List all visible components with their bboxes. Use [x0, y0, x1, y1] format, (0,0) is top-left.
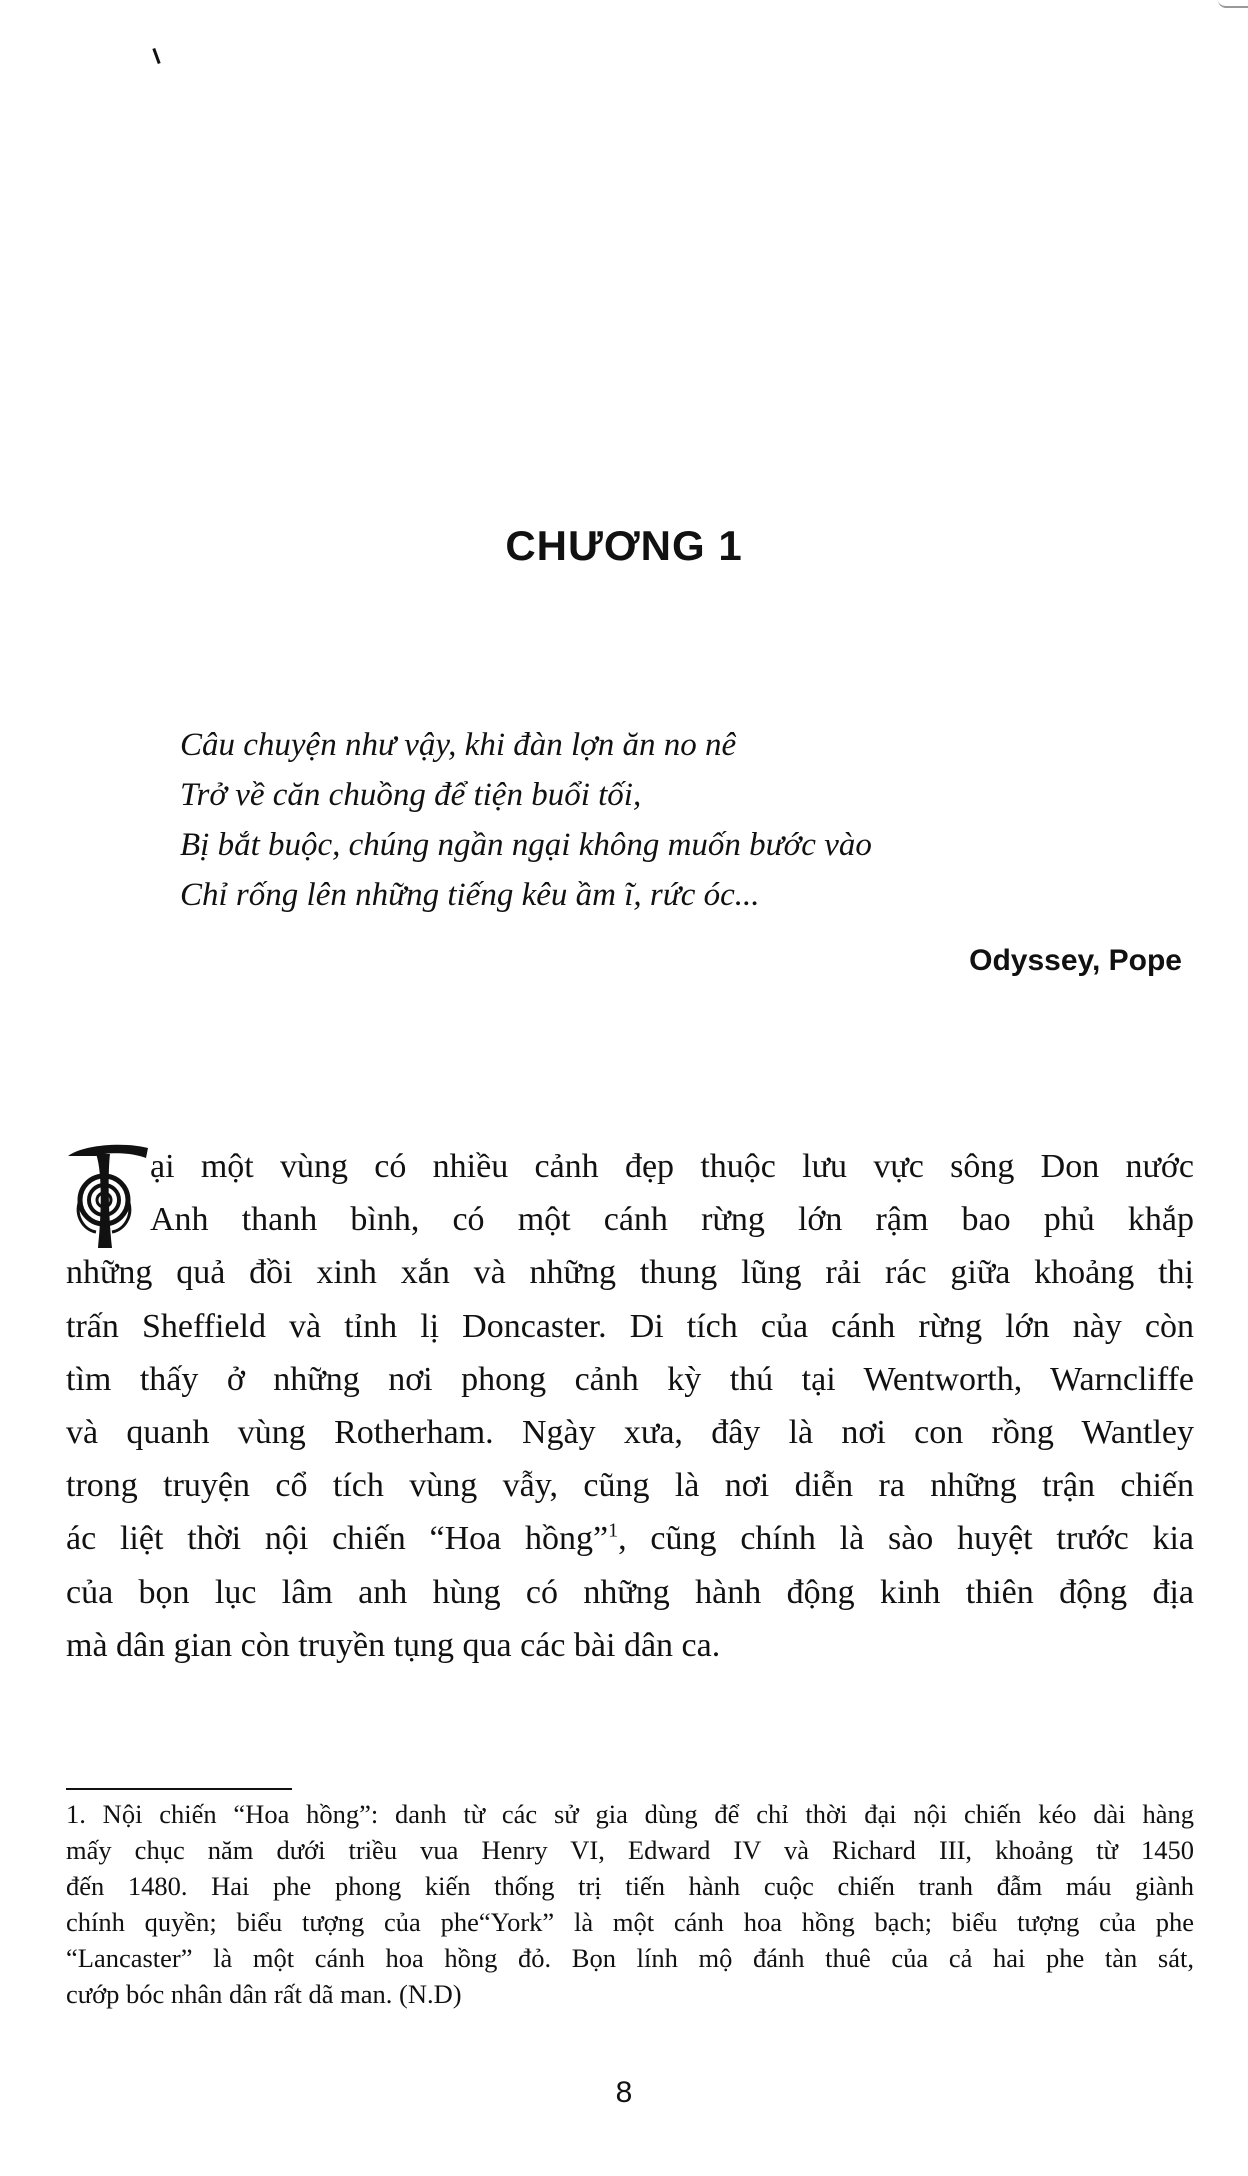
body-line: những quả đồi xinh xắn và những thung lũng rải rác giữa khoảng thị: [66, 1254, 1194, 1292]
footnote-line: đến 1480. Hai phe phong kiến thống trị tiến hành cuộc chiến tranh đẫm máu giành: [66, 1871, 1194, 1901]
footnote-line: 1. Nội chiến “Hoa hồng”: danh từ các sử gia dùng để chỉ thời đại nội chiến kéo dài hàng: [66, 1799, 1194, 1829]
stray-ink-mark: [152, 48, 160, 64]
epigraph-line: Bị bắt buộc, chúng ngần ngại không muốn bước vào: [180, 827, 872, 863]
body-line: ại một vùng có nhiều cảnh đẹp thuộc lưu vực sông Don nước: [150, 1148, 1194, 1185]
body-paragraph: [66, 1140, 1194, 1672]
epigraph-line: Trở về căn chuồng để tiện buổi tối,: [180, 777, 642, 813]
chapter-title: CHƯƠNG 1: [505, 522, 743, 569]
drop-cap-letter: T: [66, 1140, 67, 1141]
body-line-part: , cũng chính là sào huyệt trước kia: [618, 1520, 1195, 1558]
footnote-line: chính quyền; biểu tượng của phe“York” là một cánh hoa hồng bạch; biểu tượng của phe: [66, 1907, 1194, 1937]
body-line: và quanh vùng Rotherham. Ngày xưa, đây là nơi con rồng Wantley: [66, 1413, 1194, 1451]
body-line: trấn Sheffield và tỉnh lị Doncaster. Di tích của cánh rừng lớn này còn: [66, 1307, 1194, 1345]
footnote-divider: [66, 1788, 292, 1790]
footnote-reference: 1: [608, 1519, 619, 1542]
footnote-line: “Lancaster” là một cánh hoa hồng đỏ. Bọn lính mộ đánh thuê của cả hai phe tàn sát,: [66, 1943, 1194, 1973]
footnote-line: mấy chục năm dưới triều vua Henry VI, Edward IV và Richard III, khoảng từ 1450: [66, 1835, 1194, 1865]
epigraph-line: Câu chuyện như vậy, khi đàn lợn ăn no nê: [180, 727, 737, 763]
epigraph: [180, 720, 1080, 920]
page-number: 8: [615, 2076, 633, 2109]
footnote-line: cướp bóc nhân dân rất dã man. (N.D): [66, 1979, 462, 2009]
epigraph-line: Chỉ rống lên những tiếng kêu ầm ĩ, rức óc...: [180, 877, 760, 913]
body-line: của bọn lục lâm anh hùng có những hành động kinh thiên động địa: [66, 1573, 1194, 1611]
epigraph-attribution: Odyssey, Pope: [969, 944, 1182, 977]
footnote: [66, 1796, 1194, 2012]
body-line: trong truyện cổ tích vùng vẫy, cũng là nơi diễn ra những trận chiến: [66, 1467, 1194, 1505]
body-line-part: ác liệt thời nội chiến “Hoa hồng”: [66, 1520, 609, 1558]
body-line-with-footnote-ref: [66, 1512, 1194, 1565]
page-corner-curl: [1218, 0, 1248, 8]
body-line: Anh thanh bình, có một cánh rừng lớn rậm bao phủ khắp: [150, 1201, 1194, 1239]
body-line: tìm thấy ở những nơi phong cảnh kỳ thú tại Wentworth, Warncliffe: [66, 1360, 1194, 1398]
body-line: mà dân gian còn truyền tụng qua các bài dân ca.: [66, 1626, 721, 1664]
